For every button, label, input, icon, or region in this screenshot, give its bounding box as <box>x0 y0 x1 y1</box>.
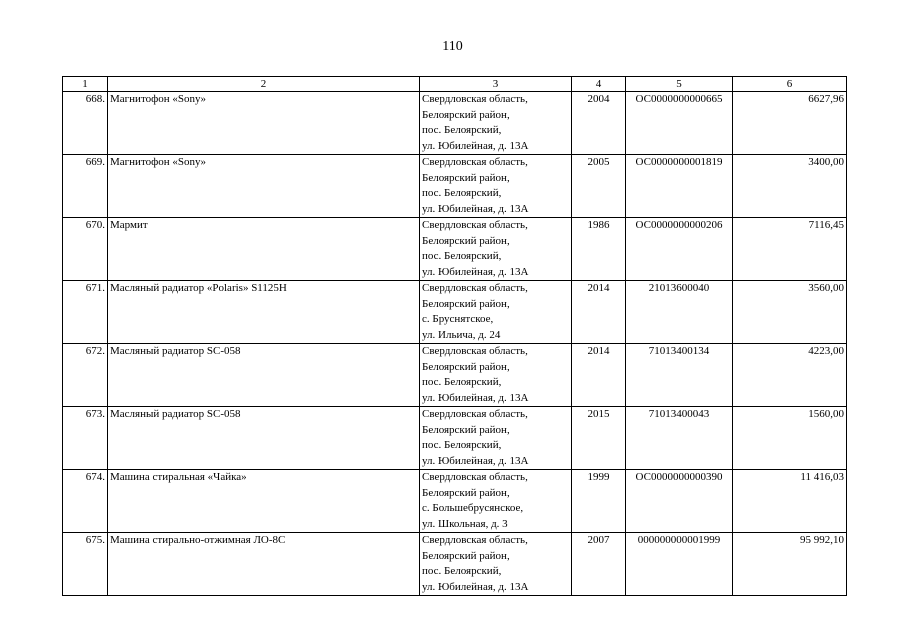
header-col-2: 2 <box>108 77 420 92</box>
address-line: пос. Белоярский, <box>422 124 502 136</box>
header-col-6: 6 <box>733 77 847 92</box>
inventory-code-cell: ОС0000000000206 <box>626 218 733 281</box>
row-number-cell: 675. <box>63 533 108 596</box>
address-line: Свердловская область, <box>422 408 528 420</box>
header-col-1: 1 <box>63 77 108 92</box>
item-name-cell: Масляный радиатор «Polaris» S1125H <box>108 281 420 344</box>
item-name-cell: Машина стирально-отжимная ЛО-8С <box>108 533 420 596</box>
address-cell <box>420 155 572 218</box>
header-col-5: 5 <box>626 77 733 92</box>
address-line: пос. Белоярский, <box>422 250 502 262</box>
header-row <box>63 77 847 92</box>
cost-cell: 7116,45 <box>733 218 847 281</box>
table-row <box>63 218 847 281</box>
table-header <box>63 77 847 92</box>
address-line: с. Большебрусянское, <box>422 502 524 514</box>
address-line: ул. Ильича, д. 24 <box>422 328 501 341</box>
address-line: ул. Юбилейная, д. 13А <box>422 454 529 467</box>
row-number-cell: 671. <box>63 281 108 344</box>
address-line: пос. Белоярский, <box>422 439 502 451</box>
address-cell <box>420 533 572 596</box>
year-cell: 2005 <box>572 155 626 218</box>
item-name-cell: Мармит <box>108 218 420 281</box>
address-cell <box>420 218 572 281</box>
cost-cell: 95 992,10 <box>733 533 847 596</box>
cost-cell: 11 416,03 <box>733 470 847 533</box>
year-cell: 2004 <box>572 92 626 155</box>
address-line: пос. Белоярский, <box>422 565 502 577</box>
row-number-cell: 668. <box>63 92 108 155</box>
address-line: Белоярский район, <box>422 423 510 436</box>
row-number-cell: 674. <box>63 470 108 533</box>
row-number-cell: 673. <box>63 407 108 470</box>
address-line: ул. Школьная, д. 3 <box>422 517 508 530</box>
address-line: Свердловская область, <box>422 345 528 357</box>
address-line: Белоярский район, <box>422 108 510 121</box>
address-line: Свердловская область, <box>422 219 528 231</box>
table-row <box>63 470 847 533</box>
address-line: Белоярский район, <box>422 234 510 247</box>
address-line: ул. Юбилейная, д. 13А <box>422 580 529 593</box>
table-row <box>63 407 847 470</box>
item-name-cell: Магнитофон «Sony» <box>108 155 420 218</box>
item-name-cell: Машина стиральная «Чайка» <box>108 470 420 533</box>
table-body <box>63 92 847 596</box>
address-line: Свердловская область, <box>422 156 528 168</box>
inventory-code-cell: ОС0000000000665 <box>626 92 733 155</box>
page-number: 110 <box>442 39 463 54</box>
address-line: Белоярский район, <box>422 360 510 373</box>
inventory-code-cell: ОС0000000001819 <box>626 155 733 218</box>
inventory-code-cell: 71013400134 <box>626 344 733 407</box>
header-col-3: 3 <box>420 77 572 92</box>
cost-cell: 3560,00 <box>733 281 847 344</box>
address-cell <box>420 281 572 344</box>
row-number-cell: 672. <box>63 344 108 407</box>
table-row <box>63 281 847 344</box>
cost-cell: 1560,00 <box>733 407 847 470</box>
cost-cell: 6627,96 <box>733 92 847 155</box>
address-cell <box>420 344 572 407</box>
address-line: ул. Юбилейная, д. 13А <box>422 139 529 152</box>
row-number-cell: 669. <box>63 155 108 218</box>
address-line: с. Бруснятское, <box>422 313 494 325</box>
address-line: пос. Белоярский, <box>422 187 502 199</box>
address-cell <box>420 470 572 533</box>
address-line: ул. Юбилейная, д. 13А <box>422 265 529 278</box>
address-line: ул. Юбилейная, д. 13А <box>422 202 529 215</box>
year-cell: 2007 <box>572 533 626 596</box>
inventory-code-cell: 000000000001999 <box>626 533 733 596</box>
address-line: Свердловская область, <box>422 93 528 105</box>
item-name-cell: Магнитофон «Sony» <box>108 92 420 155</box>
year-cell: 2014 <box>572 344 626 407</box>
address-line: Белоярский район, <box>422 549 510 562</box>
table-row <box>63 155 847 218</box>
address-line: Белоярский район, <box>422 486 510 499</box>
item-name-cell: Масляный радиатор SC-058 <box>108 344 420 407</box>
inventory-code-cell: ОС0000000000390 <box>626 470 733 533</box>
address-line: ул. Юбилейная, д. 13А <box>422 391 529 404</box>
address-line: Свердловская область, <box>422 534 528 546</box>
year-cell: 1986 <box>572 218 626 281</box>
address-line: Белоярский район, <box>422 297 510 310</box>
year-cell: 1999 <box>572 470 626 533</box>
inventory-code-cell: 71013400043 <box>626 407 733 470</box>
inventory-table <box>62 76 847 596</box>
year-cell: 2015 <box>572 407 626 470</box>
table-row <box>63 533 847 596</box>
address-cell <box>420 407 572 470</box>
header-col-4: 4 <box>572 77 626 92</box>
address-line: Белоярский район, <box>422 171 510 184</box>
item-name-cell: Масляный радиатор SC-058 <box>108 407 420 470</box>
address-line: Свердловская область, <box>422 471 528 483</box>
row-number-cell: 670. <box>63 218 108 281</box>
cost-cell: 4223,00 <box>733 344 847 407</box>
year-cell: 2014 <box>572 281 626 344</box>
address-line: Свердловская область, <box>422 282 528 294</box>
address-cell <box>420 92 572 155</box>
address-line: пос. Белоярский, <box>422 376 502 388</box>
table-row <box>63 344 847 407</box>
table-row <box>63 92 847 155</box>
inventory-code-cell: 21013600040 <box>626 281 733 344</box>
cost-cell: 3400,00 <box>733 155 847 218</box>
